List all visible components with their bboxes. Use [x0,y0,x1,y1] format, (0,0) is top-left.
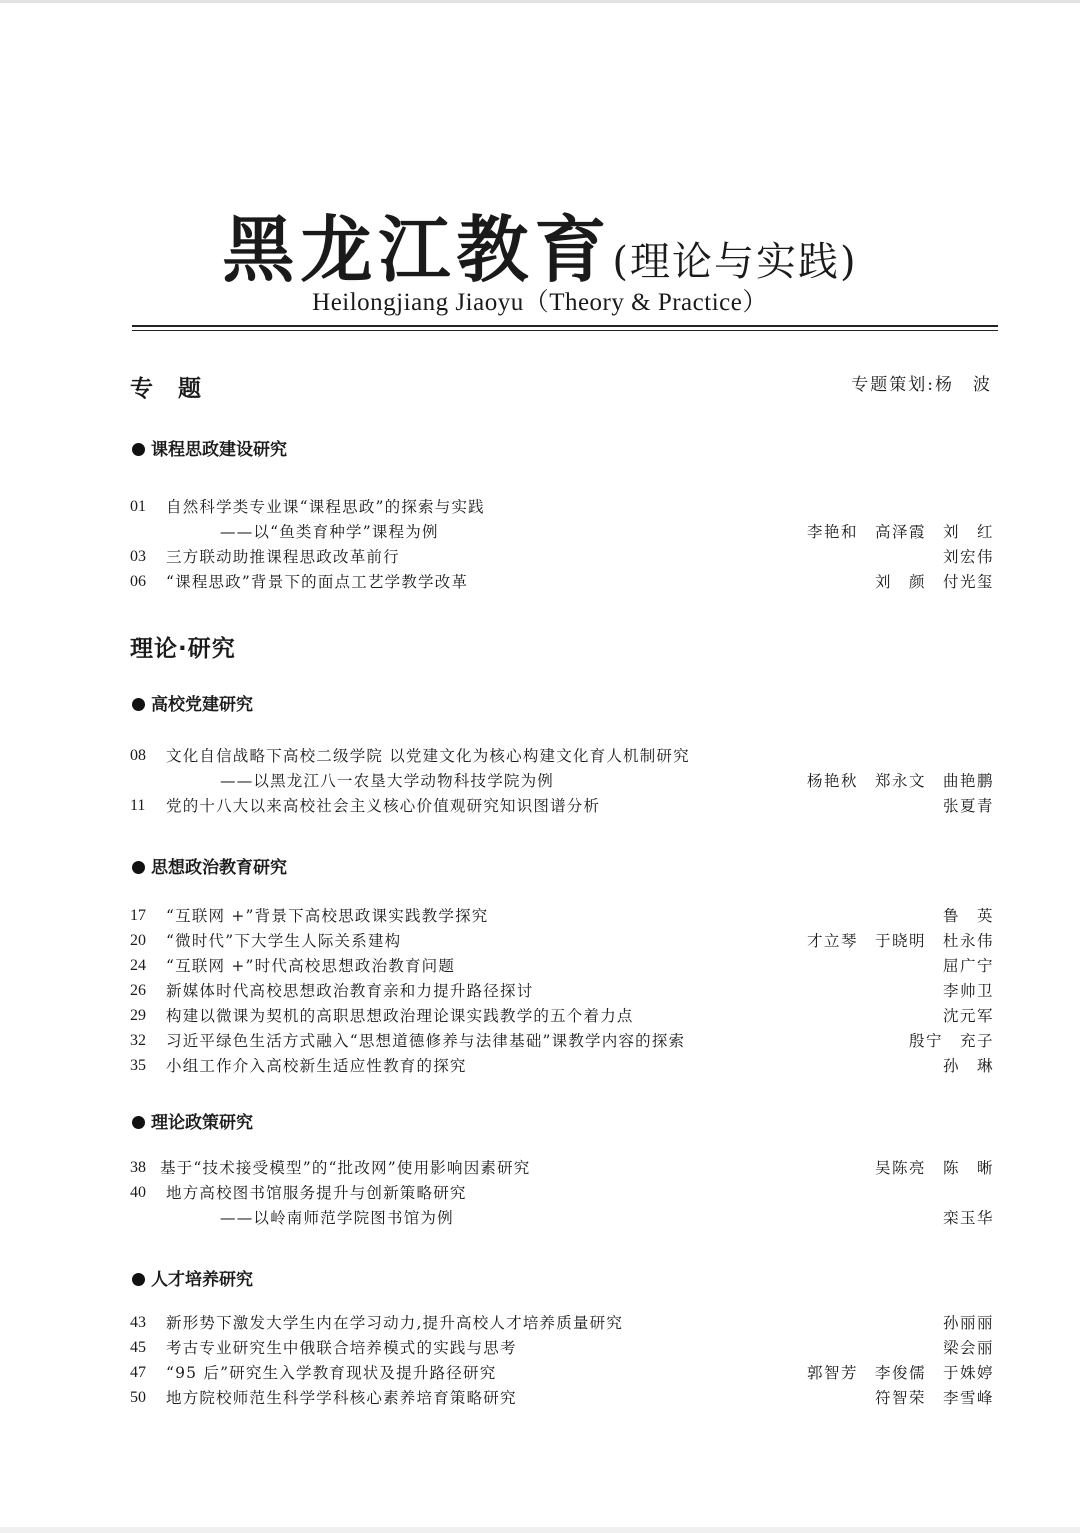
toc-entry[interactable] [130,1386,994,1410]
masthead-rule-thick [132,325,998,327]
page-number: 01 [130,498,146,515]
bullet-dot-icon [132,861,145,874]
article-authors: 梁会丽 [942,1339,994,1357]
article-title: 地方院校师范生科学学科核心素养培育策略研究 [166,1389,517,1407]
page-number: 32 [130,1032,146,1049]
toc-entry[interactable] [130,495,994,519]
article-authors: 孙丽丽 [942,1314,994,1332]
page-number: 40 [130,1184,146,1201]
toc-entry[interactable] [130,904,994,928]
article-authors: 沈元军 [942,1007,994,1025]
article-authors: 孙 琳 [942,1057,994,1075]
toc-entry[interactable] [130,979,994,1003]
toc-entry[interactable] [130,1029,994,1053]
toc-entry[interactable] [130,1361,994,1385]
article-authors: 张夏青 [942,797,994,815]
article-title: 构建以微课为契机的高职思想政治理论课实践教学的五个着力点 [166,1007,634,1025]
bullet-dot-icon [132,1273,145,1286]
page-number: 17 [130,907,146,924]
article-authors: 杨艳秋 郑永文 曲艳鹏 [806,772,994,790]
page-number: 24 [130,957,146,974]
page-number: 11 [130,797,146,814]
article-authors: 屈广宁 [942,957,994,975]
toc-entry[interactable] [130,545,994,569]
article-subtitle: ——以“鱼类育种学”课程为例 [220,523,439,541]
toc-entry[interactable] [130,1181,994,1205]
page-number: 35 [130,1057,146,1074]
article-authors: 李帅卫 [942,982,994,1000]
toc-entry[interactable] [130,570,994,594]
article-title: “课程思政”背景下的面点工艺学教学改革 [166,573,469,591]
article-title: “互联网 +”时代高校思想政治教育问题 [166,957,456,975]
article-title: “微时代”下大学生人际关系建构 [166,932,402,950]
masthead [0,192,1080,296]
page-number: 03 [130,548,146,565]
journal-subtitle: (理论与实践) [612,239,858,285]
page-number: 47 [130,1364,146,1381]
section-title-lilun: 理论·研究 [130,636,236,662]
article-title: 新形势下激发大学生内在学习动力,提升高校人才培养质量研究 [166,1314,624,1332]
special-topic-planner: 专题策划:杨 波 [851,375,992,395]
article-title: 地方高校图书馆服务提升与创新策略研究 [166,1184,467,1202]
article-authors: 郭智芳 李俊儒 于姝婷 [806,1364,994,1382]
toc-entry[interactable] [130,1336,994,1360]
bullet-dot-icon [132,698,145,711]
page-number: 45 [130,1339,146,1356]
article-authors: 刘宏伟 [942,548,994,566]
page-number: 06 [130,573,146,590]
article-authors: 才立琴 于晓明 杜永伟 [806,932,994,950]
toc-entry[interactable] [130,929,994,953]
article-title: 新媒体时代高校思想政治教育亲和力提升路径探讨 [166,982,534,1000]
toc-entry[interactable] [130,794,994,818]
toc-entry-subtitle[interactable] [130,1206,994,1230]
group-heading: 思想政治教育研究 [132,853,287,878]
page-number: 43 [130,1314,146,1331]
group-heading: 课程思政建设研究 [132,435,287,460]
page-number: 50 [130,1389,146,1406]
article-authors: 李艳和 高泽霞 刘 红 [806,523,994,541]
page-number: 20 [130,932,146,949]
section-title-zhuanti: 专 题 [130,376,202,402]
bottom-edge-line [0,1527,1080,1533]
toc-entry[interactable] [130,1054,994,1078]
group-heading: 人才培养研究 [132,1265,253,1290]
toc-entry-subtitle[interactable] [130,520,994,544]
article-title: 考古专业研究生中俄联合培养模式的实践与思考 [166,1339,517,1357]
toc-entry-subtitle[interactable] [130,769,994,793]
article-subtitle: ——以岭南师范学院图书馆为例 [220,1209,454,1227]
toc-entry[interactable] [130,1311,994,1335]
page-number: 26 [130,982,146,999]
bullet-dot-icon [132,443,145,456]
article-title: 三方联动助推课程思政改革前行 [166,548,400,566]
toc-entry[interactable] [130,1004,994,1028]
journal-title-english: Heilongjiang Jiaoyu（Theory & Practice） [312,289,768,316]
article-authors: 符智荣 李雪峰 [874,1389,994,1407]
page-number: 38 [130,1159,146,1176]
group-heading: 理论政策研究 [132,1108,253,1133]
article-title: 文化自信战略下高校二级学院 以党建文化为核心构建文化育人机制研究 [166,747,690,765]
masthead-rule-thin [132,330,998,331]
article-authors: 刘 颜 付光玺 [874,573,994,591]
page-number: 29 [130,1007,146,1024]
group-heading: 高校党建研究 [132,690,253,715]
toc-entry[interactable] [130,1156,994,1180]
article-title: “互联网 +”背景下高校思政课实践教学探究 [166,907,489,925]
toc-entry[interactable] [130,954,994,978]
article-authors: 鲁 英 [942,907,994,925]
article-authors: 殷宁 充子 [908,1032,994,1050]
article-title: 党的十八大以来高校社会主义核心价值观研究知识图谱分析 [166,797,601,815]
top-edge-line [0,0,1080,3]
article-subtitle: ——以黑龙江八一农垦大学动物科技学院为例 [220,772,555,790]
journal-title: 黑龙江教育 [222,207,613,292]
page-number: 08 [130,747,146,764]
article-authors: 吴陈亮 陈 晰 [874,1159,994,1177]
article-title: “95 后”研究生入学教育现状及提升路径研究 [166,1364,497,1382]
article-title: 小组工作介入高校新生适应性教育的探究 [166,1057,467,1075]
bullet-dot-icon [132,1116,145,1129]
article-title: 基于“技术接受模型”的“批改网”使用影响因素研究 [160,1159,531,1177]
article-authors: 栾玉华 [942,1209,994,1227]
toc-entry[interactable] [130,744,994,768]
article-title: 自然科学类专业课“课程思政”的探索与实践 [166,498,485,516]
article-title: 习近平绿色生活方式融入“思想道德修养与法律基础”课教学内容的探索 [166,1032,686,1050]
